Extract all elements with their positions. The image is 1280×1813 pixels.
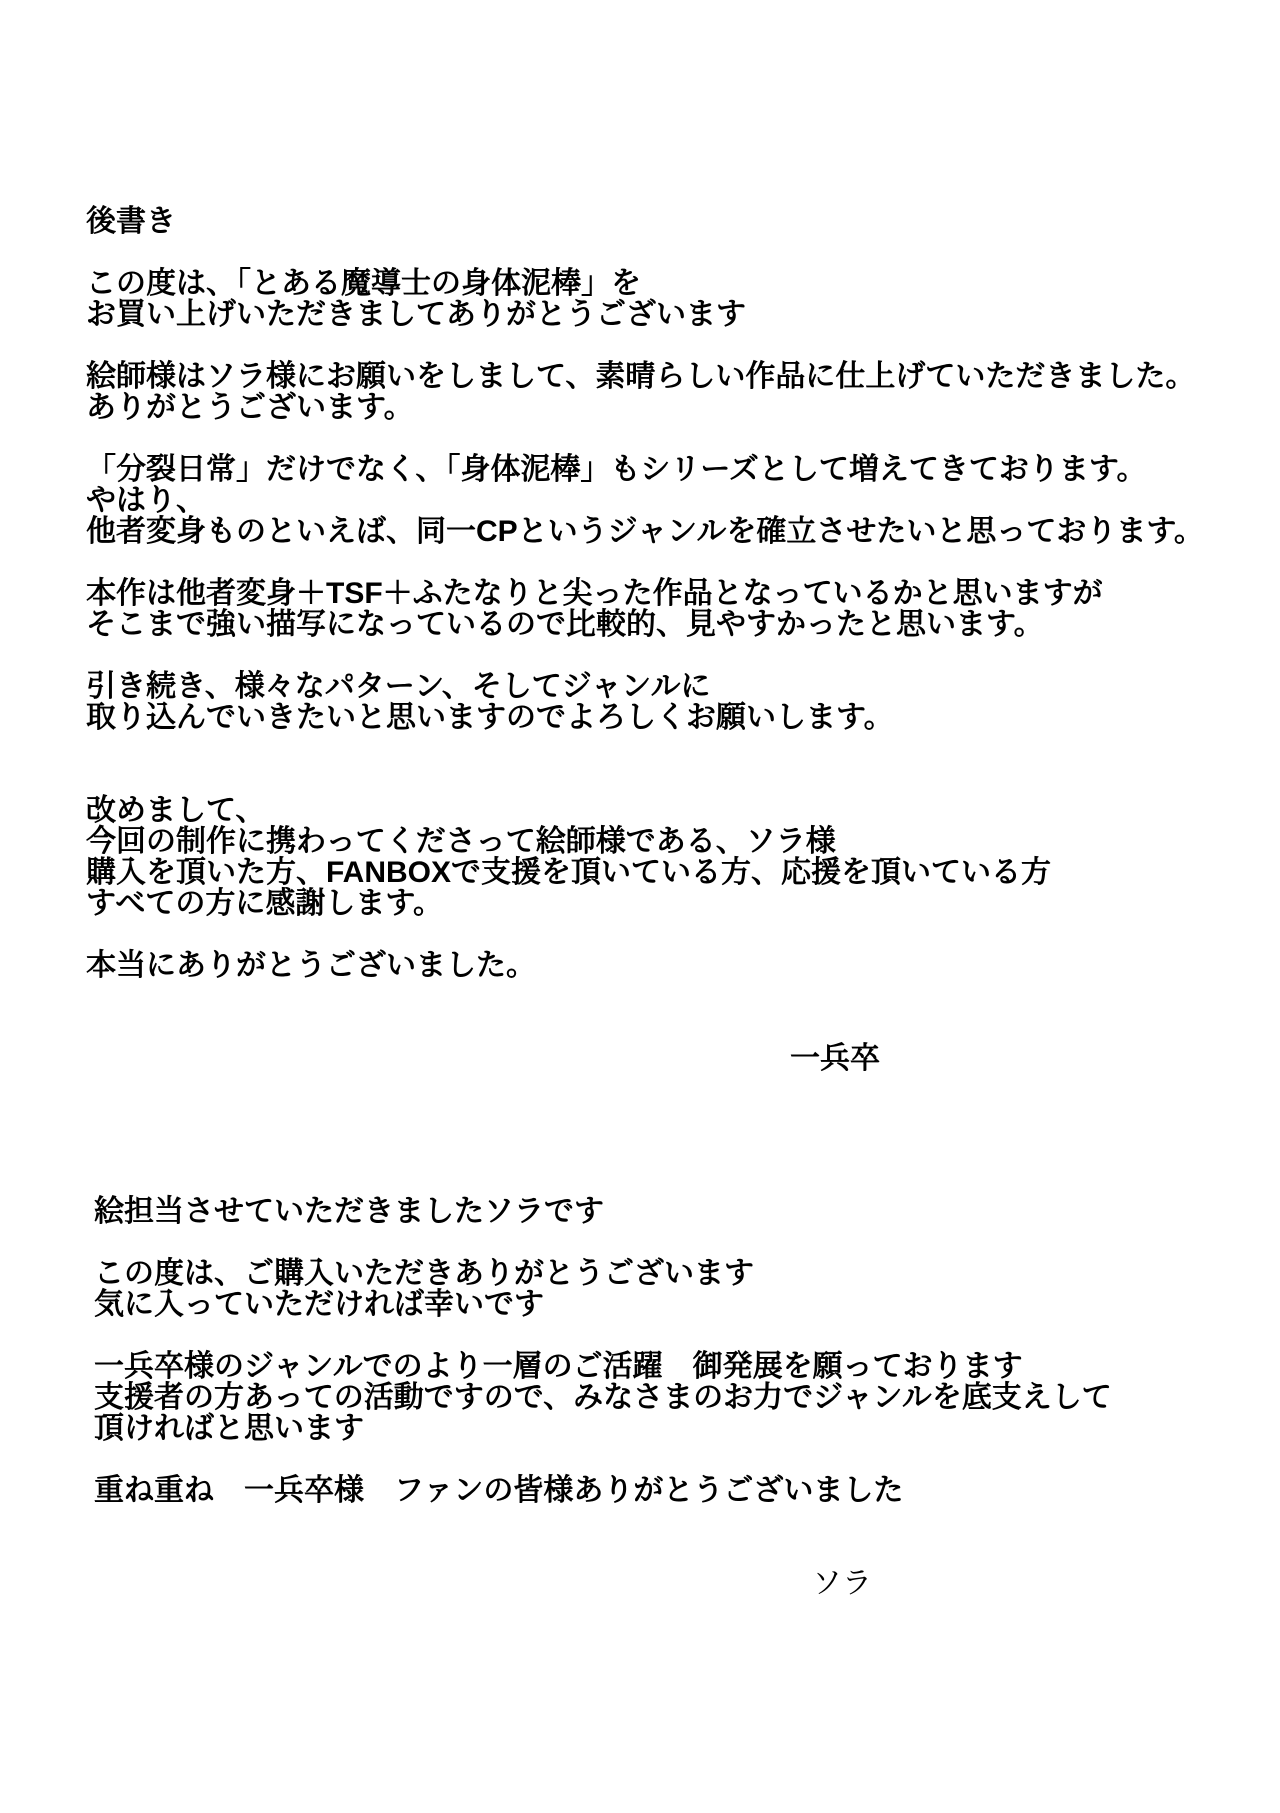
paragraph-line: 改めまして、: [86, 794, 266, 827]
paragraph: [86, 361, 1204, 423]
paragraph-line: 他者変身ものといえば、同一CPというジャンルを確立させたいと思っております。: [86, 515, 1204, 548]
paragraph-line: 今回の制作に携わってくださって絵師様である、ソラ様: [86, 825, 836, 858]
paragraph-line: やはり、: [86, 484, 206, 517]
paragraph-line: 「分裂日常」だけでなく、「身体泥棒」もシリーズとして増えてきております。: [86, 453, 1147, 486]
paragraph: [86, 795, 1204, 919]
paragraph-line: 支援者の方あっての活動ですので、みなさまのお力でジャンルを底支えして: [94, 1381, 1112, 1414]
paragraph-line: 絵担当させていただきましたソラです: [94, 1195, 604, 1228]
paragraph-line: 気に入っていただければ幸いです: [94, 1288, 544, 1321]
paragraph-line: 取り込んでいきたいと思いますのでよろしくお願いします。: [86, 701, 894, 734]
paragraph-line: すべての方に感謝します。: [86, 887, 443, 920]
paragraph: [86, 454, 1204, 547]
artist-signature-paragraph: [94, 1568, 1112, 1599]
paragraph: [86, 578, 1204, 640]
paragraph-line: そこまで強い描写になっているので比較的、見やすかったと思います。: [86, 608, 1044, 641]
page-title: 後書き: [86, 205, 176, 238]
paragraph-line: 重ね重ね 一兵卒様 ファンの皆様ありがとうございました: [94, 1474, 904, 1507]
paragraph: [94, 1258, 1112, 1320]
paragraph: [86, 671, 1204, 733]
paragraph: [94, 1351, 1112, 1444]
paragraph-line: この度は、ご購入いただきありがとうございます: [94, 1257, 754, 1290]
paragraph-line: 購入を頂いた方、FANBOXで支援を頂いている方、応援を頂いている方: [86, 856, 1052, 889]
paragraph-line: 頂ければと思います: [94, 1412, 364, 1445]
paragraph-line: 引き続き、様々なパターン、そしてジャンルに: [86, 670, 711, 703]
paragraph-line: 絵師様はソラ様にお願いをしまして、素晴らしい作品に仕上げていただきました。: [86, 360, 1196, 393]
afterword-heading: [86, 206, 1204, 237]
artist-message-section: [94, 1196, 1112, 1630]
paragraph-line: 本当にありがとうございました。: [86, 949, 536, 982]
paragraph: [94, 1475, 1112, 1506]
author-signature-paragraph: [86, 1043, 1204, 1074]
paragraph-line: 一兵卒様のジャンルでのより一層のご活躍 御発展を願っております: [94, 1350, 1023, 1383]
paragraph-line: ありがとうございます。: [86, 391, 414, 424]
paragraph: [94, 1196, 1112, 1227]
author-signature: 一兵卒: [790, 1042, 880, 1075]
paragraph-line: お買い上げいただきましてありがとうございます: [86, 298, 746, 331]
paragraph-line: 本作は他者変身＋TSF＋ふたなりと尖った作品となっているかと思いますが: [86, 577, 1103, 610]
paragraph-line: この度は、「とある魔導士の身体泥棒」を: [86, 267, 641, 300]
artist-signature: ソラ: [812, 1567, 872, 1600]
paragraph: [86, 950, 1204, 981]
paragraph: [86, 268, 1204, 330]
author-afterword-section: [86, 206, 1204, 1105]
